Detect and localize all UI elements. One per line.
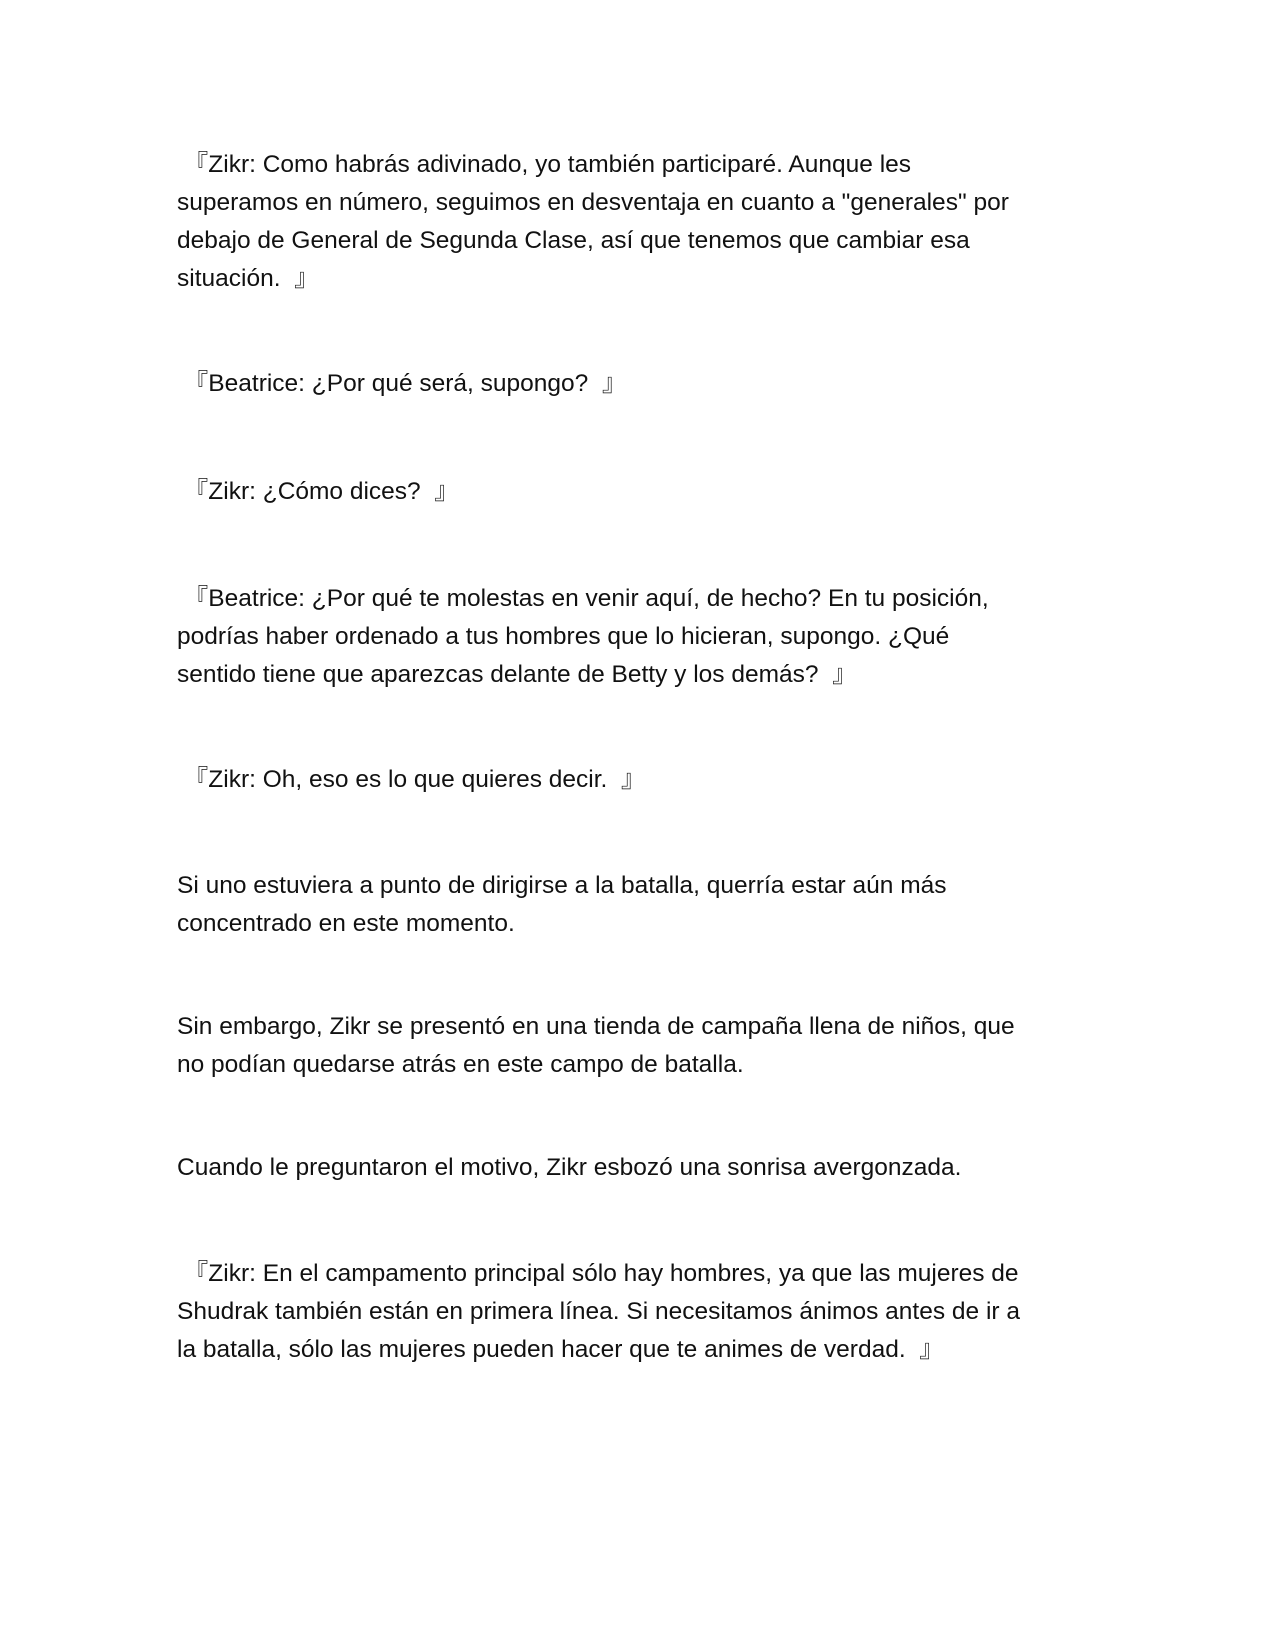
paragraph-dialogue-zikr-1 — [177, 146, 1107, 298]
text-line: superamos en número, seguimos en desventaja en cuanto a "generales" por — [177, 189, 1009, 216]
text-line: concentrado en este momento. — [177, 910, 515, 937]
text-line: podrías haber ordenado a tus hombres que lo hicieran, supongo. ¿Qué — [177, 623, 950, 650]
text-line: debajo de General de Segunda Clase, así que tenemos que cambiar esa — [177, 227, 970, 254]
text-line: sentido tiene que aparezcas delante de Betty y los demás? 』 — [177, 661, 857, 688]
paragraph-dialogue-zikr-2 — [177, 473, 1107, 511]
text-line: no podían quedarse atrás en este campo de batalla. — [177, 1051, 744, 1078]
paragraph-dialogue-beatrice-1 — [177, 365, 1107, 403]
text-line: Cuando le preguntaron el motivo, Zikr esbozó una sonrisa avergonzada. — [177, 1154, 962, 1181]
text-line: 『Zikr: En el campamento principal sólo hay hombres, ya que las mujeres de — [177, 1260, 1019, 1287]
text-line: situación. 』 — [177, 265, 319, 292]
paragraph-narration-1 — [177, 867, 1107, 943]
text-line: 『Beatrice: ¿Por qué será, supongo? 』 — [177, 370, 627, 397]
paragraph-narration-2 — [177, 1008, 1107, 1084]
text-line: Si uno estuviera a punto de dirigirse a la batalla, querría estar aún más — [177, 872, 947, 899]
text-line: Shudrak también están en primera línea. Si necesitamos ánimos antes de ir a — [177, 1298, 1020, 1325]
text-line: la batalla, sólo las mujeres pueden hacer que te animes de verdad. 』 — [177, 1336, 944, 1363]
text-line: 『Beatrice: ¿Por qué te molestas en venir aquí, de hecho? En tu posición, — [177, 585, 989, 612]
paragraph-dialogue-zikr-4 — [177, 1255, 1107, 1369]
paragraph-dialogue-beatrice-2 — [177, 580, 1107, 694]
text-line: 『Zikr: ¿Cómo dices? 』 — [177, 478, 459, 505]
text-line: Sin embargo, Zikr se presentó en una tienda de campaña llena de niños, que — [177, 1013, 1015, 1040]
text-line: 『Zikr: Como habrás adivinado, yo también participaré. Aunque les — [177, 151, 912, 178]
paragraph-narration-3 — [177, 1149, 1107, 1187]
text-line: 『Zikr: Oh, eso es lo que quieres decir. 』 — [177, 766, 646, 793]
paragraph-dialogue-zikr-3 — [177, 761, 1107, 799]
